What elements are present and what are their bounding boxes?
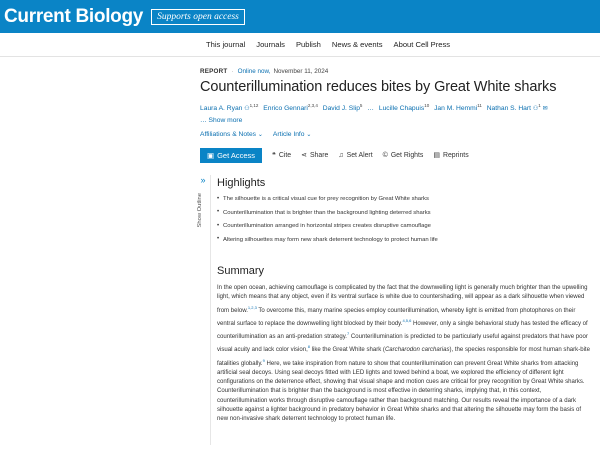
reference-link[interactable]: 1,2,3 xyxy=(247,304,257,310)
article-header xyxy=(200,68,595,138)
reference-link[interactable]: 7 xyxy=(346,331,350,337)
reprints-button[interactable]: ▤ Reprints xyxy=(433,151,469,159)
article-title: Counterillumination reduces bites by Great White sharks xyxy=(200,79,557,95)
author-link[interactable]: Nathan S. Hart ⚇$^1$ ✉ xyxy=(486,103,548,113)
list-item: • Altering silhouettes may form new shark deterrent technology to protect human life xyxy=(217,237,592,243)
reference-link[interactable]: 9 xyxy=(262,357,265,363)
show-outline-toggle[interactable] xyxy=(196,175,210,245)
affiliations-toggle[interactable]: Affiliations & Notes ⌄ xyxy=(200,131,263,139)
share-button[interactable]: ⋖ Share xyxy=(301,151,329,159)
list-item: • Counterillumination that is brighter than the background lighting deterred sharks xyxy=(217,210,592,216)
show-more-link[interactable]: … Show more xyxy=(200,117,243,125)
chevron-down-icon: ⌄ xyxy=(306,132,312,139)
article-type: REPORT xyxy=(200,68,228,75)
nav-publish[interactable]: Publish xyxy=(295,40,321,49)
email-icon[interactable]: ✉ xyxy=(542,106,548,113)
author-link[interactable]: Jan M. Hemmi$^{11}$ xyxy=(434,103,482,113)
author-link[interactable]: David J. Slip$^5$ xyxy=(322,103,363,113)
author-list xyxy=(200,100,595,126)
open-access-badge[interactable]: Supports open access xyxy=(151,9,245,25)
share-icon: ⋖ xyxy=(301,152,307,159)
quote-icon: ❝ xyxy=(272,152,276,159)
article-meta xyxy=(200,68,595,75)
cite-button[interactable]: ❝ Cite xyxy=(272,151,292,159)
article-links xyxy=(200,131,595,138)
summary-section xyxy=(217,265,592,424)
summary-paragraph: In the open ocean, achieving camouflage is complicated by the fact that the downwelling light is generally much brighter than the upwelling light, which means that any object, even if its ventral surface is white due to countershading, will appear as a dark silhouette when viewed from below.$^{1,2,3}$ To overcome this, many marine species employ counterillumination, whereby light is emitted from photophores on their ventral surface to replace the downwelling light blocked by their body.$^{4,5,6}$ However, only a single behavioral study has tested the efficacy of counterillumination as an anti-predation strategy.$^7$ Counterillumination is predicted to be particularly useful against predators that have poor visual acuity and lack color vision,$^8$ like the Great White shark (Carcharodon carcharias), the species responsible for most human shark-bite fatalities globally.$^9$ Here, we take inspiration from nature to show that counterillumination can prevent Great White sharks from attacking artificial seal decoys. Using seal decoys fitted with LED lights and towed behind a boat, we explored the efficiency of different light configurations on the deterrence effect, showing that visual shape and motion cues are critical for prey recognition by Great White sharks. Counterillumination that is brighter than the background is most effective in deterring sharks, implying that, in this context, counterillumination works through disruptive camouflage rather than background matching. Our results reveal the importance of a dark silhouette against a lighter background in predatory behavior in Great White sharks and that altering the silhouette may form the basis of new non-invasive shark deterrent technology to protect human life. xyxy=(217,285,590,423)
document-icon: ▤ xyxy=(433,152,440,159)
nav-this-journal[interactable]: This journal xyxy=(206,40,246,49)
list-item: • Counterillumination arranged in horizontal stripes creates disruptive camouflage xyxy=(217,223,592,229)
highlights-section xyxy=(217,177,592,250)
show-outline-label: Show Outline xyxy=(197,193,203,228)
bell-icon: ♫ xyxy=(338,151,344,159)
outline-divider xyxy=(210,175,211,445)
get-rights-button[interactable]: © Get Rights xyxy=(382,151,424,159)
chevron-down-icon: ⌄ xyxy=(257,132,263,139)
highlights-list xyxy=(217,196,592,243)
nav-about[interactable]: About Cell Press xyxy=(393,40,451,49)
main-nav xyxy=(0,33,600,57)
journal-logo[interactable]: Current Biology xyxy=(4,5,144,27)
publish-date: November 11, 2024 xyxy=(273,68,329,75)
set-alert-button[interactable]: ♫ Set Alert xyxy=(338,151,373,159)
double-chevron-right-icon: » xyxy=(200,175,206,185)
access-icon: ▣ xyxy=(207,150,215,160)
list-item: • The silhouette is a critical visual cue for prey recognition by Great White sharks xyxy=(217,196,592,202)
reference-link[interactable]: 4,5,6 xyxy=(402,317,412,323)
reference-link[interactable]: 8 xyxy=(307,344,310,350)
get-access-button[interactable] xyxy=(200,148,262,163)
person-icon: ⚇ xyxy=(244,106,250,113)
copyright-icon: © xyxy=(382,151,388,159)
meta-separator: · xyxy=(231,68,234,75)
summary-title: Summary xyxy=(217,265,265,277)
author-link[interactable]: Laura A. Ryan ⚇$^{1,12}$ xyxy=(200,103,259,113)
highlights-title: Highlights xyxy=(217,177,266,189)
nav-journals[interactable]: Journals xyxy=(256,40,285,49)
author-link[interactable]: Enrico Gennari$^{2,3,4}$ xyxy=(263,103,318,113)
article-info-toggle[interactable]: Article Info ⌄ xyxy=(272,131,312,139)
get-access-label: Get Access xyxy=(217,150,256,160)
author-link[interactable]: Lucille Chapuis$^{10}$ xyxy=(378,103,430,113)
nav-news-events[interactable]: News & events xyxy=(331,40,383,49)
author-ellipsis: … xyxy=(367,105,374,113)
action-bar xyxy=(200,147,595,163)
person-icon: ⚇ xyxy=(532,106,539,113)
online-label: Online now, xyxy=(237,68,271,75)
species-name: Carcharodon carcharias xyxy=(384,347,450,354)
site-header xyxy=(0,0,600,33)
